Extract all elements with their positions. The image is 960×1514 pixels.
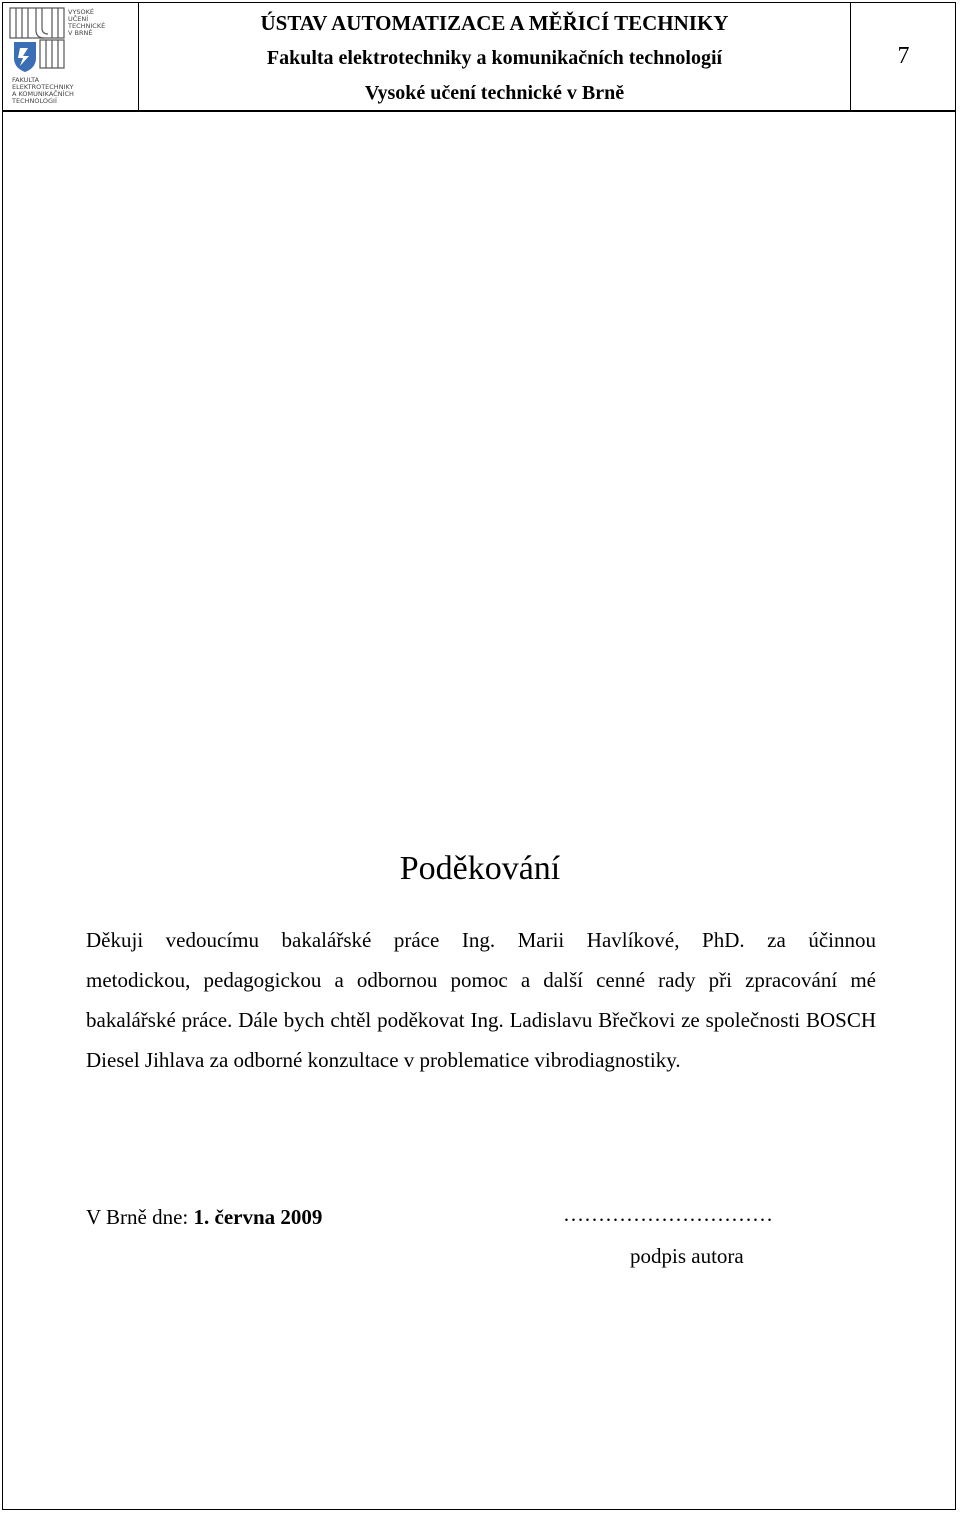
university-name: Vysoké učení technické v Brně	[364, 82, 625, 104]
header-titles	[139, 2, 850, 110]
institute-name: ÚSTAV AUTOMATIZACE A MĚŘICÍ TECHNIKY	[260, 11, 729, 35]
university-logo-icon	[8, 6, 132, 106]
signature-caption: podpis autora	[630, 1244, 744, 1268]
logo-text-3: TECHNICKÉ	[68, 22, 106, 30]
page-header	[2, 2, 956, 112]
university-logo	[2, 2, 139, 110]
faculty-name: Fakulta elektrotechniky a komunikačních technologií	[266, 47, 723, 69]
paragraph-first-line: Děkuji vedoucímu bakalářské práce Ing. Marii Havlíkové, PhD. za účinnou	[86, 928, 876, 952]
signature-date: 1. června 2009	[193, 1205, 323, 1229]
logo-text-6: ELEKTROTECHNIKY	[12, 83, 74, 91]
logo-text-1: VYSOKÉ	[68, 8, 95, 16]
signature-line: …………………………	[563, 1202, 773, 1226]
page-number: 7	[850, 2, 956, 110]
page-frame	[2, 2, 956, 1510]
acknowledgement-paragraph	[86, 920, 876, 1080]
logo-text-4: V BRNĚ	[68, 29, 93, 37]
paragraph-rest: metodickou, pedagogickou a odbornou pomoc a další cenné rady při zpracování mé bakalářské práce. Dále bych chtěl poděkovat Ing. Ladislavu Břečkovi ze společnosti BOSCH Diesel Jihlava za odborné konzultace v problematice vibrodiagnostiky.	[86, 968, 876, 1072]
page-title: Poděkování	[399, 850, 561, 887]
logo-text-5: FAKULTA	[12, 76, 40, 84]
signature-place-date	[86, 1205, 322, 1230]
logo-text-2: UČENÍ	[68, 15, 89, 23]
logo-text-8: TECHNOLOGIÍ	[12, 97, 57, 105]
signature-place: V Brně dne:	[86, 1205, 194, 1229]
logo-text-7: A KOMUNIKAČNÍCH	[12, 90, 74, 98]
